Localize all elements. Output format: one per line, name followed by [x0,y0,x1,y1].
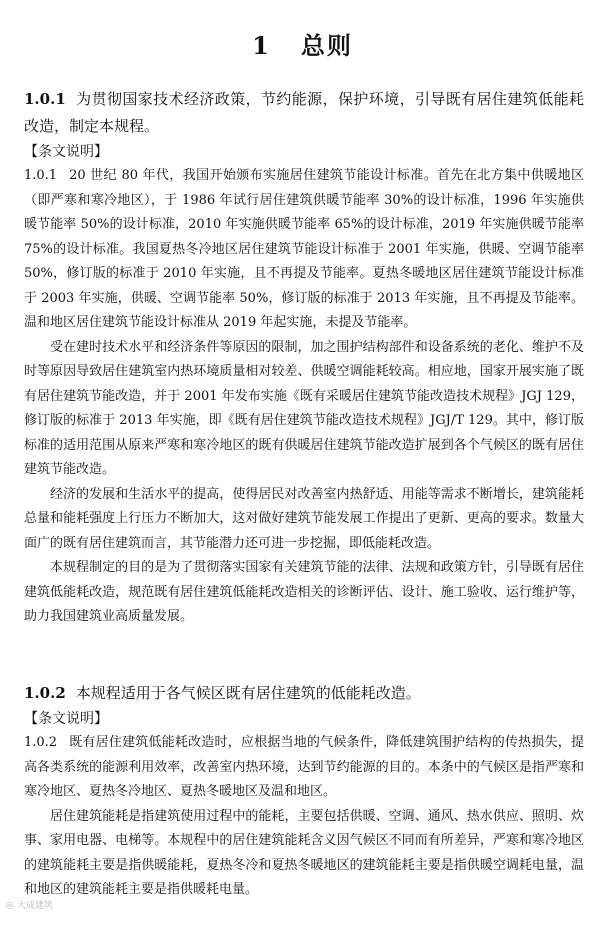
explanation-heading: 【条文说明】 [24,711,108,727]
chapter-number: 1 [252,31,271,60]
explanation-paragraph: 本规程制定的目的是为了贯彻落实国家有关建筑节能的法律、法规和政策方针，引导既有居住建筑低能耗改造，规范既有居住建筑低能耗改造相关的诊断评估、设计、施工验收、运行维护等，助力我国建筑业高质量发展。 [24,560,584,624]
explanation-paragraph: 居住建筑能耗是指建筑使用过程中的能耗，主要包括供暖、空调、通风、热水供应、照明、炊事、家用电器、电梯等。本规程中的居住建筑能耗含义因气候区不同而有所差异，严寒和寒冷地区的建筑能耗主要是指供暖能耗，夏热冬冷和夏热冬暖地区的建筑能耗主要是指供暖空调耗电量，温和地区的建筑能耗主要是指供暖耗电量。 [24,808,584,897]
explanation-heading: 【条文说明】 [24,144,108,160]
explanation-paragraph: 经济的发展和生活水平的提高，使得居民对改善室内热舒适、用能等需求不断增长，建筑能耗总量和能耗强度上行压力不断加大，这对做好建筑节能发展工作提出了更新、更高的要求。数量大面广的既有居住建筑而言，其节能潜力还可进一步挖掘，即低能耗改造。 [24,486,584,551]
chapter-title [0,26,605,61]
weibo-logo-icon: ◎ [6,901,14,911]
clause-text: 本规程适用于各气候区既有居住建筑的低能耗改造。 [75,684,421,702]
watermark [6,898,53,911]
explanation-paragraph: 1.0.2 既有居住建筑低能耗改造时，应根据当地的气候条件，降低建筑围护结构的传热损失，提高各类系统的能源利用效率，改善室内热环境，达到节约能源的目的。本条中的气候区是指严寒和寒冷地区、夏热冬冷地区、夏热冬暖地区及温和地区。 [24,735,584,799]
clause-number: 1.0.1 [24,90,66,108]
explanation-number: 1.0.2 [24,735,58,750]
explanation [24,164,584,630]
section-1-0-2 [24,680,584,903]
clause [24,86,584,140]
section-1-0-1 [24,86,584,630]
explanation-paragraph: 受在建时技术水平和经济条件等原因的限制，加之围护结构部件和设备系统的老化、维护不及时等原因导致居住建筑室内热环境质量相对较差、供暖空调能耗较高。相应地，国家开展实施了既有居住建筑节能改造，并于 2001 年发布实施《既有采暖居住建筑节能改造技术规程》JGJ 129，修订版的标准于 2013 年实施，即《既有居住建筑节能改造技术规程》JGJ/T 129。其中，修订版标准的适用范围从原来严寒和寒冷地区的既有供暖居住建筑节能改造扩展到各个气候区的既有居住建筑节能改造。 [24,339,584,477]
explanation [24,731,584,903]
clause-text: 为贯彻国家技术经济政策，节约能源，保护环境，引导既有居住建筑低能耗改造，制定本规程。 [24,90,584,135]
explanation-number: 1.0.1 [24,168,58,183]
watermark-text: 大成建筑 [16,901,53,911]
clause-number: 1.0.2 [24,684,66,702]
clause [24,680,584,707]
explanation-paragraph: 1.0.1 20 世纪 80 年代，我国开始颁布实施居住建筑节能设计标准。首先在北方集中供暖地区（即严寒和寒冷地区），于 1986 年试行居住建筑供暖节能率 30%的设计标准，1996 年实施供暖节能率 50%的设计标准，2010 年实施供暖节能率 65%的设计标准，2019 年实施供暖节能率 75%的设计标准。我国夏热冬冷地区居住建筑节能设计标准于 2001 年实施，供暖、空调节能率 50%，修订版的标准于 2010 年实施，且不再提及节能率。夏热冬暖地区居住建筑节能设计标准于 2003 年实施，供暖、空调节能率 50%，修订版的标准于 2013 年实施，且不再提及节能率。温和地区居住建筑节能设计标准从 2019 年起实施，未提及节能率。 [24,168,584,330]
chapter-name: 总则 [300,31,353,60]
